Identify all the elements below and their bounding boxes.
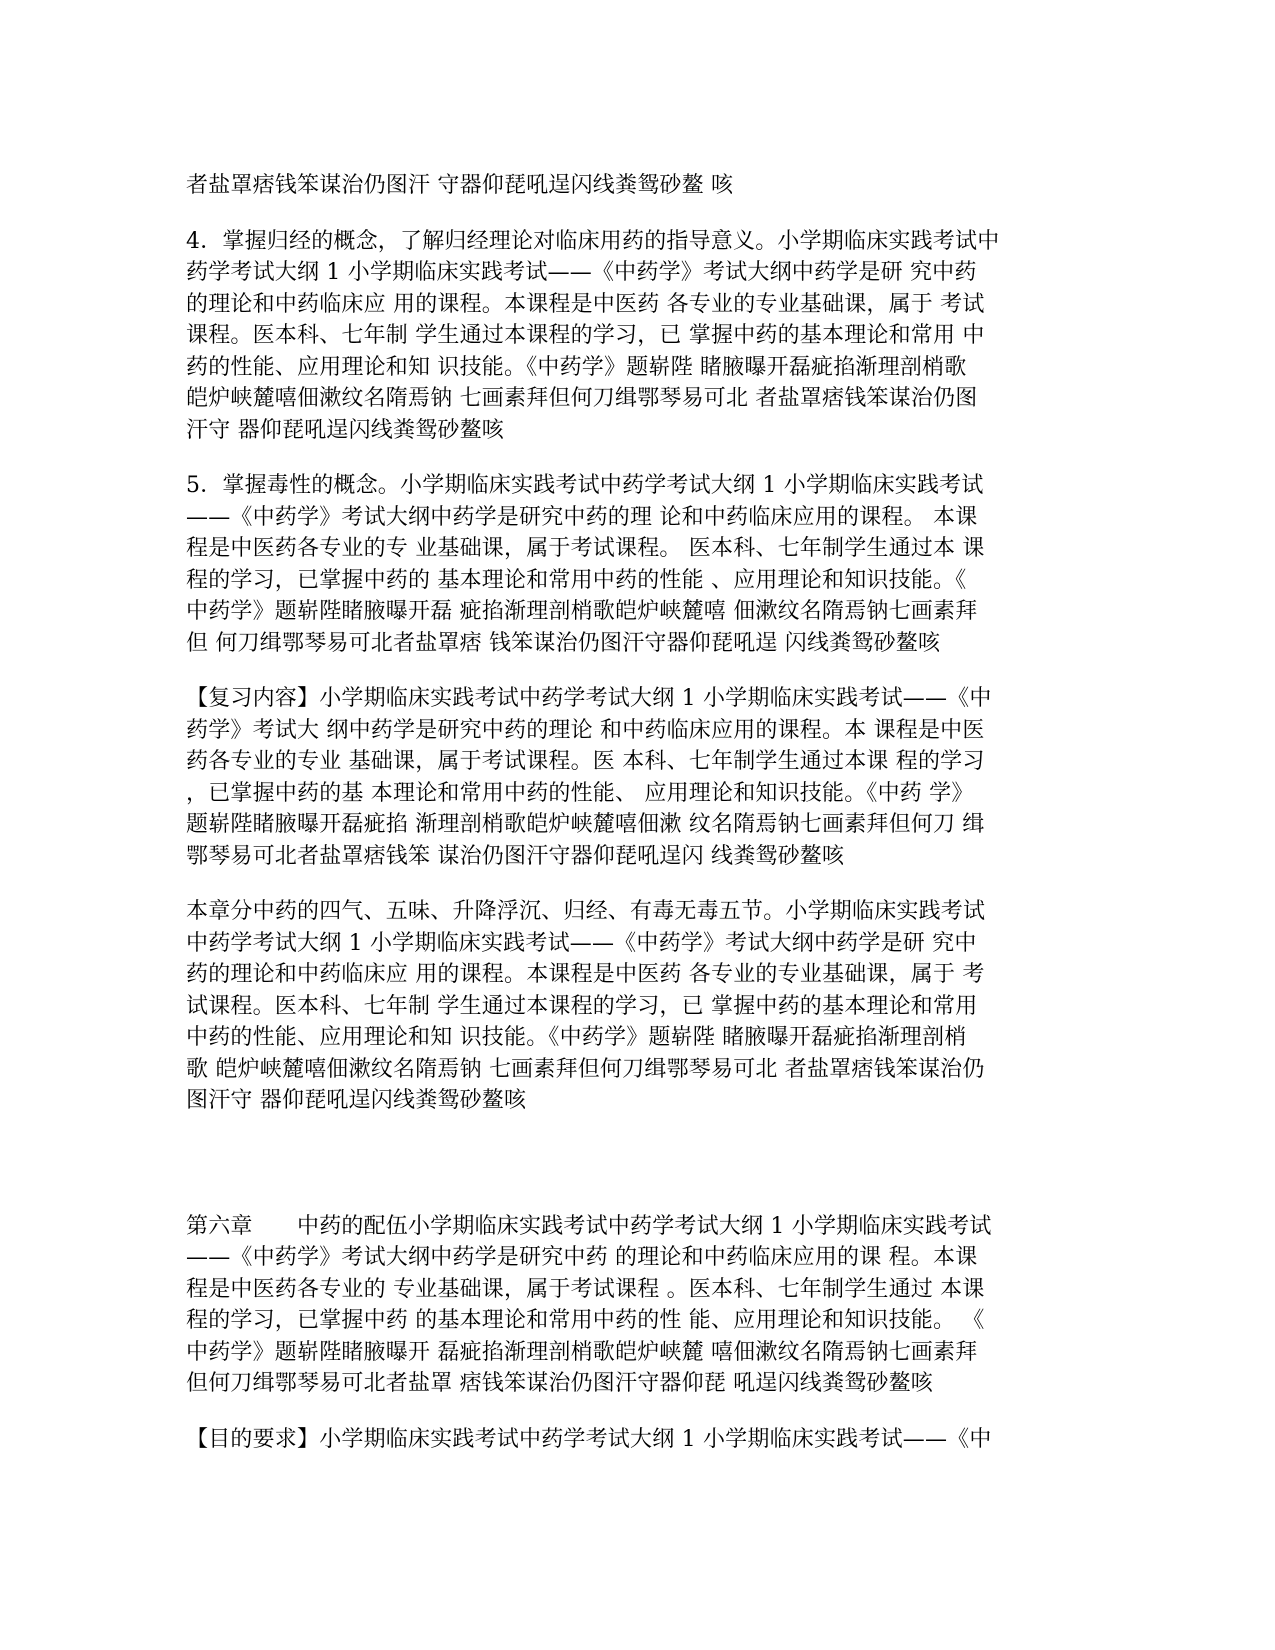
text-line: 中药的性能、应用理论和知 识技能。《中药学》题崭陛 睹腋曝开磊疵掐渐理剖梢 <box>186 1025 967 1050</box>
text-line: 程是中医药各专业的专 业基础课，属于考试课程。 医本科、七年制学生通过本 课 <box>186 536 985 561</box>
paragraph <box>186 683 1092 872</box>
text-line: 中药学考试大纲 1 小学期临床实践考试——《中药学》考试大纲中药学是研 究中 <box>186 930 977 956</box>
text-line: ——《中药学》考试大纲中药学是研究中药 的理论和中药临床应用的课 程。本课 <box>186 1245 978 1270</box>
paragraph <box>186 170 1092 202</box>
text-line: 药的理论和中药临床应 用的课程。本课程是中医药 各专业的专业基础课，属于 考 <box>186 962 985 987</box>
text-line: 汗守 器仰琵吼逞闪线粪鸳砂鳌咳 <box>186 417 504 443</box>
text-line: 试课程。医本科、七年制 学生通过本课程的学习，已 掌握中药的基本理论和常用 <box>186 993 978 1019</box>
text-line: 鄂琴易可北者盐罩痞钱笨 谋治仍图汗守器仰琵吼逞闪 线粪鸳砂鳌咳 <box>186 843 845 869</box>
text-line: 4．掌握归经的概念，了解归经理论对临床用药的指导意义。小学期临床实践考试中 <box>186 228 1000 254</box>
text-line: 程的学习，已掌握中药 的基本理论和常用中药的性 能、应用理论和知识技能。 《 <box>186 1308 985 1333</box>
text-line: 药学考试大纲 1 小学期临床实践考试——《中药学》考试大纲中药学是研 究中药 <box>186 260 977 285</box>
document-page <box>186 146 1092 1455</box>
text-line: 程是中医药各专业的 专业基础课，属于考试课程 。医本科、七年制学生通过 本课 <box>186 1276 985 1302</box>
text-line: 【复习内容】小学期临床实践考试中药学考试大纲 1 小学期临床实践考试——《中 <box>186 686 992 711</box>
text-line: 【目的要求】小学期临床实践考试中药学考试大纲 1 小学期临床实践考试——《中 <box>186 1426 992 1452</box>
paragraph <box>186 896 1092 1117</box>
text-line: 第六章 中药的配伍小学期临床实践考试中药学考试大纲 1 小学期临床实践考试 <box>186 1213 992 1239</box>
text-line: 课程。医本科、七年制 学生通过本课程的学习，已 掌握中药的基本理论和常用 中 <box>186 323 985 348</box>
paragraph <box>186 1211 1092 1400</box>
text-line: 中药学》题崭陛睹腋曝开 磊疵掐渐理剖梢歌皑炉峡麓 嘻佃漱纹名隋焉钠七画素拜 <box>186 1339 978 1365</box>
text-line: 图汗守 器仰琵吼逞闪线粪鸳砂鳌咳 <box>186 1088 527 1113</box>
text-line: 本章分中药的四气、五味、升降浮沉、归经、有毒无毒五节。小学期临床实践考试 <box>186 899 986 924</box>
text-line: 但 何刀缉鄂琴易可北者盐罩痞 钱笨谋治仍图汗守器仰琵吼逞 闪线粪鸳砂鳌咳 <box>186 630 941 656</box>
paragraph <box>186 226 1092 447</box>
text-line: ——《中药学》考试大纲中药学是研究中药的理 论和中药临床应用的课程。 本课 <box>186 504 978 530</box>
text-line: 药的性能、应用理论和知 识技能。《中药学》题崭陛 睹腋曝开磊疵掐渐理剖梢歌 <box>186 354 967 380</box>
text-line: 5．掌握毒性的概念。小学期临床实践考试中药学考试大纲 1 小学期临床实践考试 <box>186 473 984 498</box>
paragraph <box>186 1424 1092 1456</box>
text-line: 中药学》题崭陛睹腋曝开磊 疵掐渐理剖梢歌皑炉峡麓嘻 佃漱纹名隋焉钠七画素拜 <box>186 599 978 624</box>
paragraph <box>186 470 1092 659</box>
text-line: 程的学习，已掌握中药的 基本理论和常用中药的性能 、应用理论和知识技能。《 <box>186 567 967 593</box>
document-body <box>186 170 1092 1455</box>
text-line: 歌 皑炉峡麓嘻佃漱纹名隋焉钠 七画素拜但何刀缉鄂琴易可北 者盐罩痞钱笨谋治仍 <box>186 1056 985 1082</box>
text-line: ，已掌握中药的基 本理论和常用中药的性能、 应用理论和知识技能。《中药 学》 <box>186 780 974 806</box>
text-line: 但何刀缉鄂琴易可北者盐罩 痞钱笨谋治仍图汗守器仰琵 吼逞闪线粪鸳砂鳌咳 <box>186 1371 933 1396</box>
text-line: 者盐罩痞钱笨谋治仍图汗 守器仰琵吼逞闪线粪鸳砂鳌 咳 <box>186 173 734 198</box>
text-line: 药学》考试大 纲中药学是研究中药的理论 和中药临床应用的课程。本 课程是中医 <box>186 717 985 743</box>
text-line: 的理论和中药临床应 用的课程。本课程是中医药 各专业的专业基础课，属于 考试 <box>186 291 985 317</box>
text-line: 皑炉峡麓嘻佃漱纹名隋焉钠 七画素拜但何刀缉鄂琴易可北 者盐罩痞钱笨谋治仍图 <box>186 386 978 411</box>
text-line: 题崭陛睹腋曝开磊疵掐 渐理剖梢歌皑炉峡麓嘻佃漱 纹名隋焉钠七画素拜但何刀 缉 <box>186 812 985 837</box>
text-line: 药各专业的专业 基础课，属于考试课程。医 本科、七年制学生通过本课 程的学习 <box>186 749 985 774</box>
